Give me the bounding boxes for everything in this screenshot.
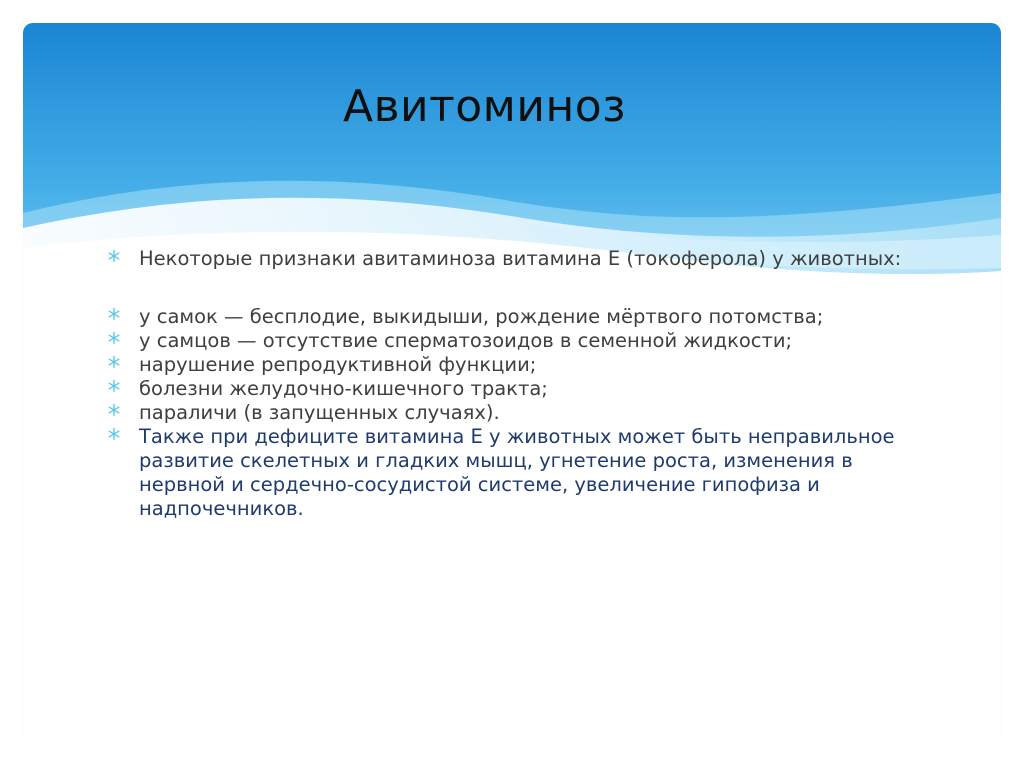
list-item-text: у самок — бесплодие, выкидыши, рождение мёртвого потомства;: [139, 305, 824, 328]
list-item-text: Также при дефиците витамина Е у животных может быть неправильное развитие скелетных и гладких мышц, угнетение роста, изменения в нервной и сердечно-сосудистой системе, увеличение гипофиза и надпочечников.: [139, 425, 895, 520]
asterisk-bullet-icon: [107, 403, 121, 417]
list-item: [107, 247, 927, 271]
asterisk-bullet-icon: [107, 307, 121, 321]
list-item-text: Некоторые признаки авитаминоза витамина Е (токоферола) у животных:: [139, 247, 902, 270]
slide-title: Авитоминоз: [343, 81, 627, 132]
list-item-text: болезни желудочно-кишечного тракта;: [139, 377, 548, 400]
presentation-slide: [23, 23, 1001, 745]
asterisk-bullet-icon: [107, 355, 121, 369]
list-item: [107, 353, 927, 377]
bullet-list: [107, 247, 927, 521]
asterisk-bullet-icon: [107, 379, 121, 393]
asterisk-bullet-icon: [107, 249, 121, 263]
list-item: [107, 305, 927, 329]
list-item-text: нарушение репродуктивной функции;: [139, 353, 537, 376]
list-item: [107, 401, 927, 425]
list-item-text: у самцов — отсутствие сперматозоидов в семенной жидкости;: [139, 329, 793, 352]
asterisk-bullet-icon: [107, 427, 121, 441]
list-item: [107, 425, 927, 521]
list-item: [107, 377, 927, 401]
list-item: [107, 329, 927, 353]
list-item-text: параличи (в запущенных случаях).: [139, 401, 500, 424]
asterisk-bullet-icon: [107, 331, 121, 345]
